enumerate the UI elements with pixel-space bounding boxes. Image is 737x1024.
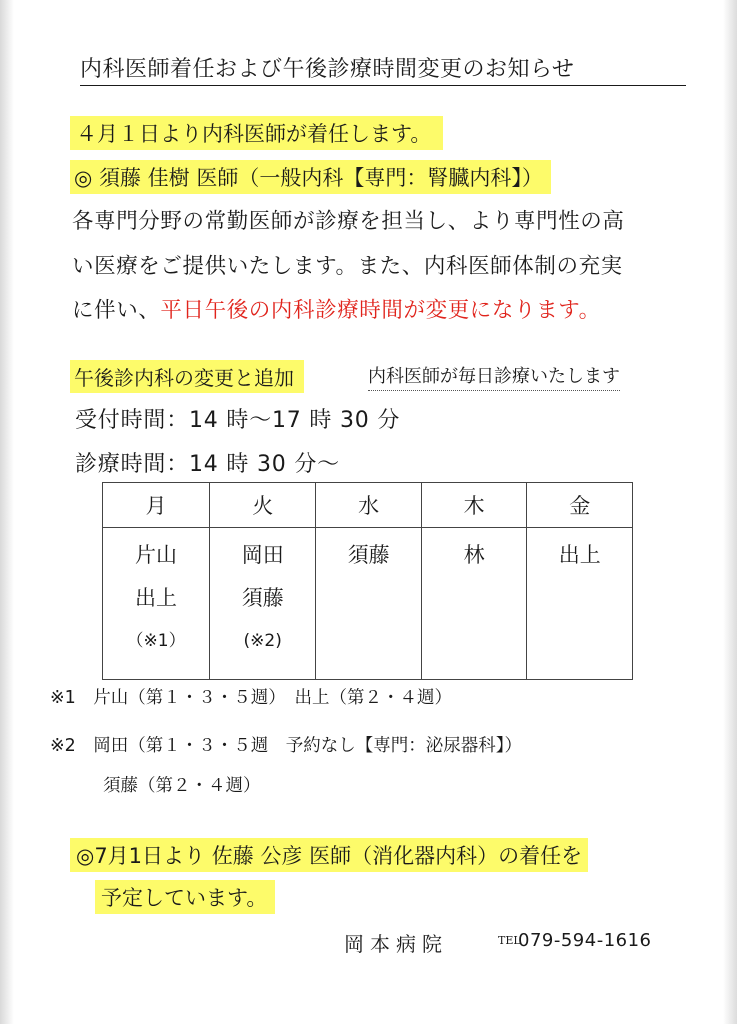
phone-number: 079-594-1616 (518, 930, 652, 951)
body-text-line-1: 各専門分野の常勤医師が診療を担当し、より専門性の高 (72, 209, 625, 234)
consultation-hours: 診療時間：14 時 30 分～ (75, 452, 340, 477)
day-thu: 木 (421, 483, 527, 528)
doctor-name: 片山 (135, 543, 178, 567)
doctor-name: 岡田 (241, 543, 284, 567)
body-text-line-3 (72, 293, 601, 324)
schedule-header-row (103, 483, 633, 528)
reception-hours: 受付時間：14 時～17 時 30 分 (75, 408, 401, 433)
thu-doctors (421, 528, 527, 680)
afternoon-section-heading: 午後診内科の変更と追加 (70, 360, 304, 393)
tel-label: TEL (498, 934, 521, 947)
arrival-announcement: ４月１日より内科医師が着任します。 (70, 116, 443, 150)
day-tue: 火 (210, 483, 316, 528)
page-edge-left (0, 0, 14, 1024)
page-edge-right (723, 0, 737, 1024)
doctor-name: 須藤 (347, 543, 390, 567)
footnote-2: ※2 岡田（第１・３・５週 予約なし【専門：泌尿器科】） (50, 736, 523, 756)
hospital-name: 岡本病院 (344, 932, 448, 956)
footnote-mark: （※1） (126, 631, 186, 651)
doctor-name: 須藤 (241, 586, 284, 610)
footnote-2-continued: 須藤（第２・４週） (103, 776, 261, 796)
upcoming-doctor-line-1: ◎7月1日より 佐藤 公彦 医師（消化器内科）の着任を (70, 838, 588, 872)
doctor-name: 出上 (558, 543, 601, 567)
fri-doctors (527, 528, 633, 680)
schedule-table (102, 482, 633, 680)
day-fri: 金 (527, 483, 633, 528)
day-wed: 水 (316, 483, 422, 528)
wed-doctors (316, 528, 422, 680)
day-mon: 月 (103, 483, 210, 528)
schedule-doctor-row (103, 528, 633, 680)
body-text-line-2: い医療をご提供いたします。また、内科医師体制の充実 (72, 254, 623, 279)
page-title: 内科医師着任および午後診療時間変更のお知らせ (80, 52, 686, 86)
doctor-name: 林 (463, 543, 485, 567)
afternoon-section-note: 内科医師が毎日診療いたします (368, 362, 620, 391)
doctor-name: 出上 (135, 586, 178, 610)
footnote-1: ※1 片山（第１・３・５週） 出上（第２・４週） (50, 688, 453, 708)
upcoming-doctor-line-2: 予定しています。 (95, 880, 275, 914)
new-doctor-line: ◎ 須藤 佳樹 医師（一般内科【専門：腎臓内科】） (70, 160, 551, 194)
schedule-change-notice: 平日午後の内科診療時間が変更になります。 (160, 298, 601, 323)
body-text-prefix: に伴い、 (72, 298, 161, 323)
tue-doctors (210, 528, 316, 680)
mon-doctors (103, 528, 210, 680)
footnote-mark: (※2) (243, 631, 282, 651)
